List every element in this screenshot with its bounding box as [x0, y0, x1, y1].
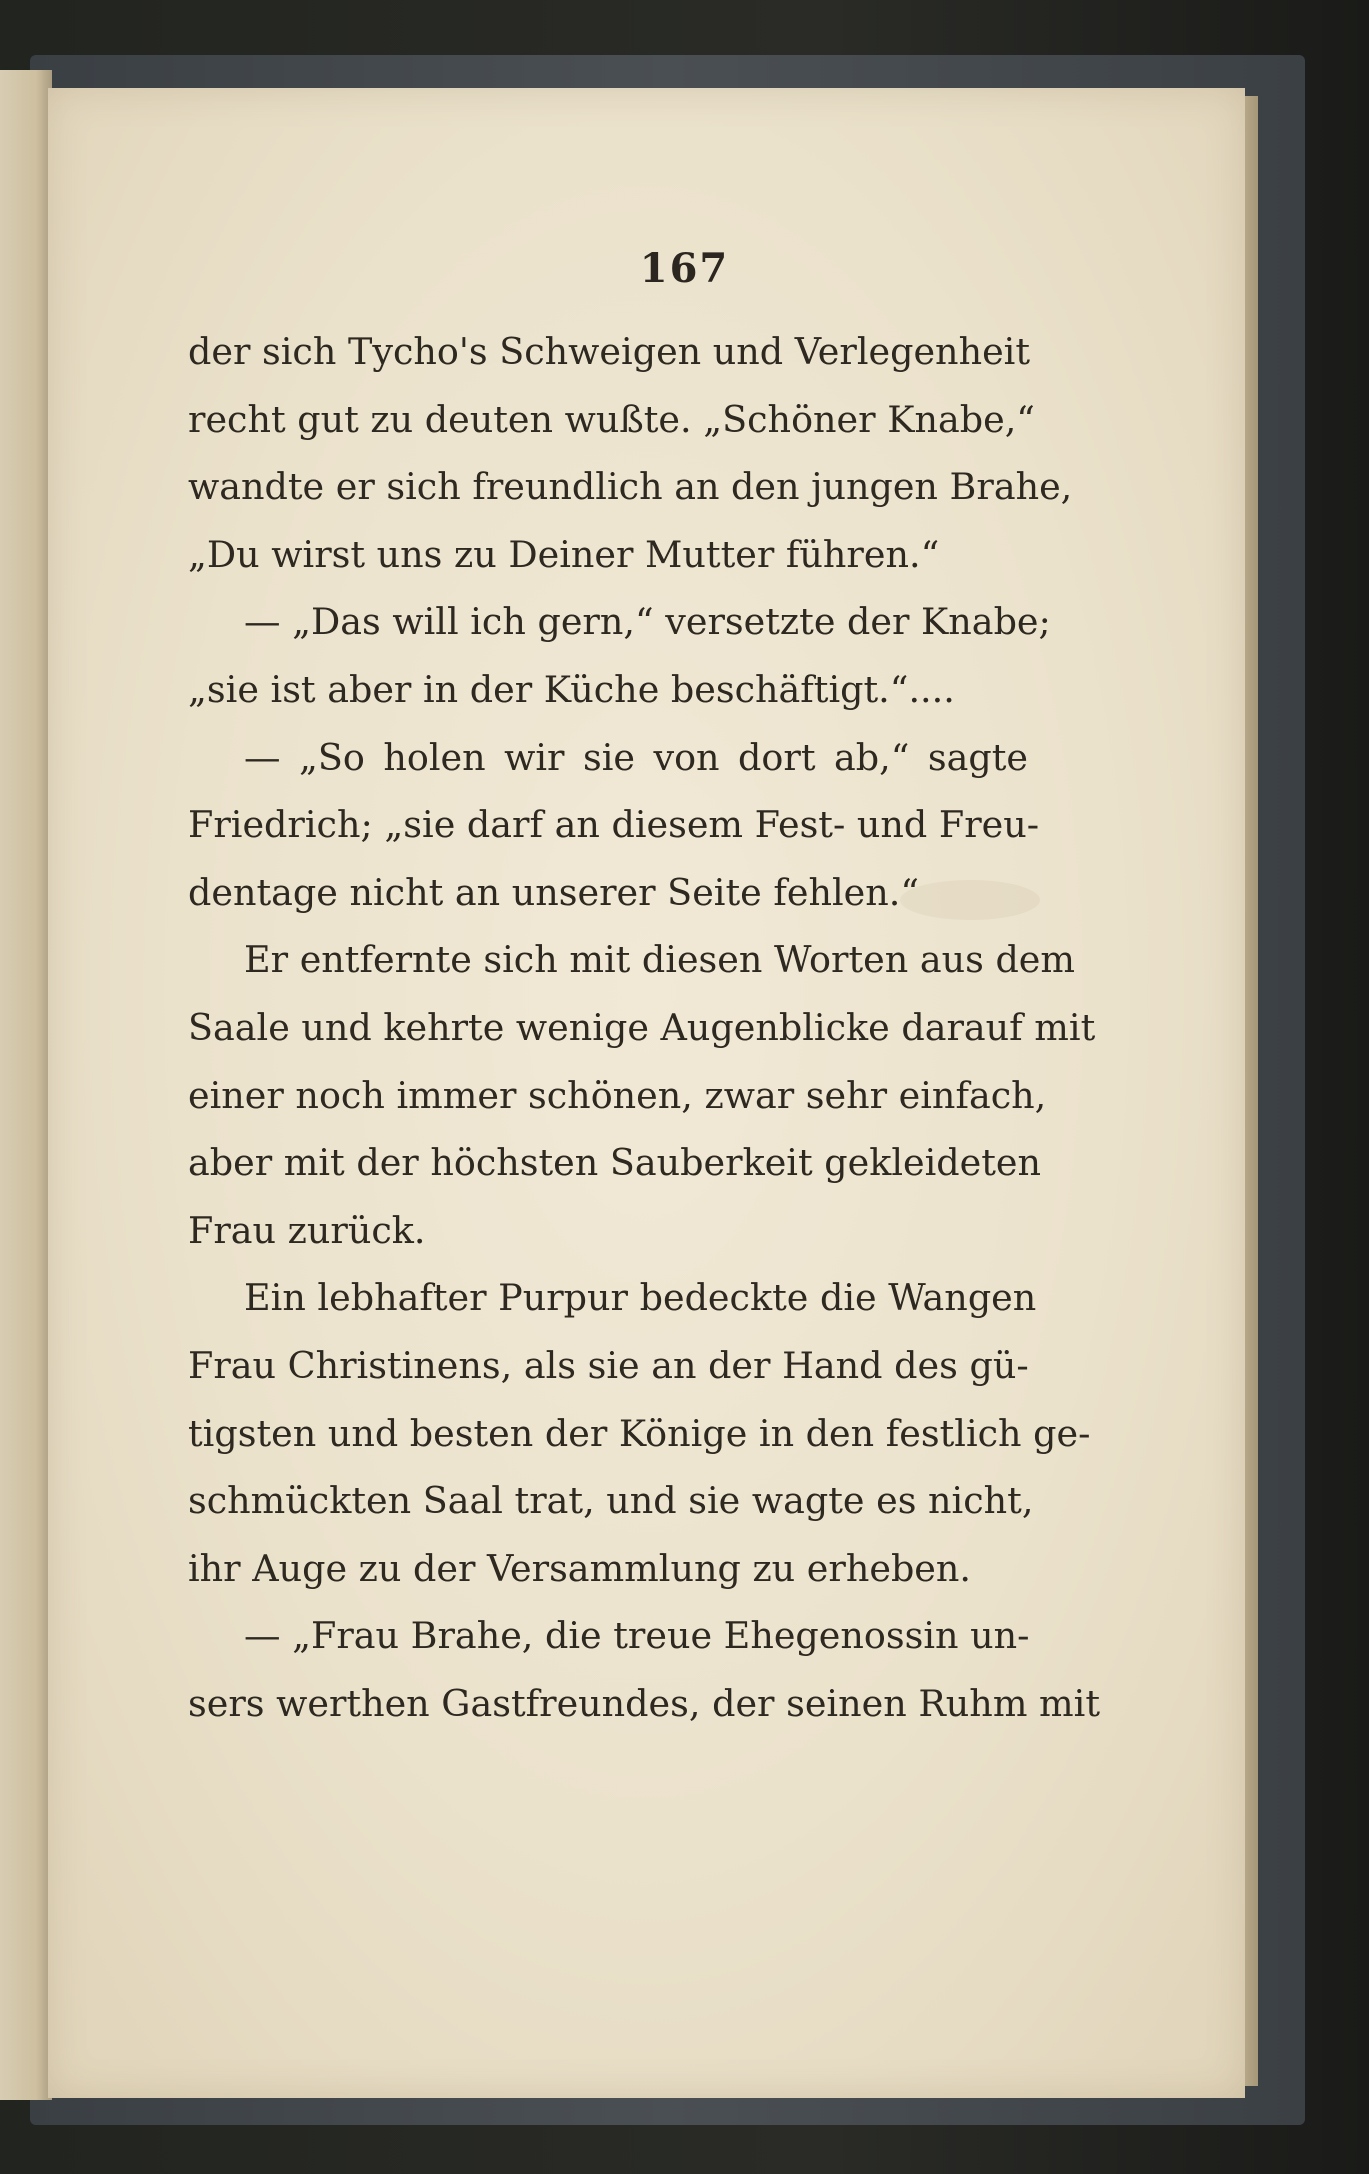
text-line: Er entfernte sich mit diesen Worten aus dem: [244, 938, 1076, 982]
text-line: dentage nicht an unserer Seite fehlen.“: [188, 870, 919, 914]
text-line: — „Das will ich gern,“ versetzte der Knabe;: [244, 600, 1051, 644]
text-line: — „So holen wir sie von dort ab,“ sagte: [244, 735, 1028, 779]
text-line: Frau zurück.: [188, 1208, 426, 1252]
text-line: Ein lebhafter Purpur bedeckte die Wangen: [244, 1276, 1037, 1320]
text-line: tigsten und besten der Könige in den festlich ge-: [188, 1411, 1091, 1455]
text-line: wandte er sich freundlich an den jungen Brahe,: [188, 465, 1073, 509]
text-line: „Du wirst uns zu Deiner Mutter führen.“: [188, 532, 940, 576]
text-line: recht gut zu deuten wußte. „Schöner Knabe,“: [188, 397, 1035, 441]
text-line: Frau Christinens, als sie an der Hand des gü-: [188, 1343, 1029, 1387]
text-line: — „Frau Brahe, die treue Ehegenossin un-: [244, 1614, 1030, 1658]
text-line: aber mit der höchsten Sauberkeit gekleideten: [188, 1141, 1042, 1185]
body-text: [188, 318, 1100, 1737]
text-line: sers werthen Gastfreundes, der seinen Ruhm mit: [188, 1681, 1100, 1725]
page-number: 167: [639, 245, 730, 292]
text-line: ihr Auge zu der Versammlung zu erheben.: [188, 1546, 972, 1590]
text-line: Friedrich; „sie darf an diesem Fest- und Freu-: [188, 803, 1040, 847]
text-line: der sich Tycho's Schweigen und Verlegenheit: [188, 330, 1031, 373]
text-line: schmückten Saal trat, und sie wagte es nicht,: [188, 1479, 1034, 1523]
text-line: Saale und kehrte wenige Augenblicke darauf mit: [188, 1005, 1096, 1049]
text-line: einer noch immer schönen, zwar sehr einfach,: [188, 1073, 1047, 1117]
facing-page-edge: [0, 70, 52, 2100]
text-line: „sie ist aber in der Küche beschäftigt.“....: [188, 667, 955, 711]
